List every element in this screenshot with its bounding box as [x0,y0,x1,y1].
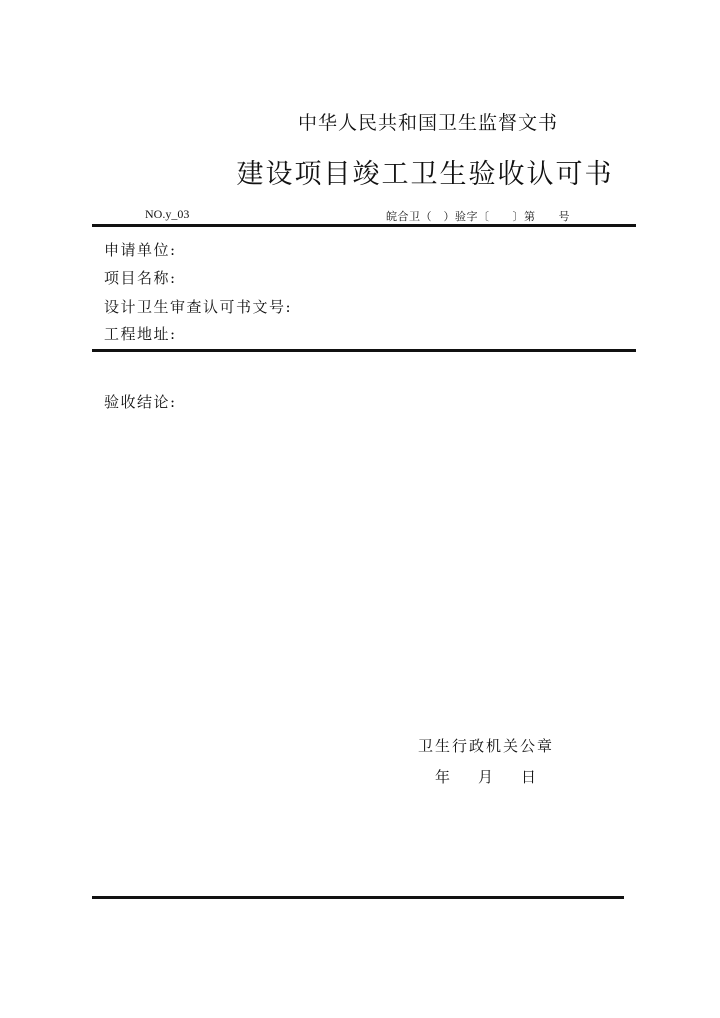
date-day: 日 [521,768,537,786]
field-project-address: 工程地址: [104,325,177,343]
field-project-name: 项目名称: [104,269,177,287]
document-header: 中华人民共和国卫生监督文书 [297,112,558,134]
official-seal-label: 卫生行政机关公章 [418,737,555,755]
document-number: NO.y_03 [145,207,190,221]
date-line [435,766,536,787]
top-divider [92,224,636,227]
document-title: 建设项目竣工卫生验收认可书 [236,159,614,190]
reference-number: 皖合卫（ ）验字〔 〕第 号 [386,210,570,223]
field-applicant: 申请单位: [104,241,177,259]
field-design-approval-number: 设计卫生审查认可书文号: [104,298,293,316]
conclusion-label: 验收结论: [104,393,177,411]
date-year: 年 [435,768,451,786]
middle-divider [92,349,636,352]
bottom-divider [92,896,624,899]
date-month: 月 [478,768,494,786]
